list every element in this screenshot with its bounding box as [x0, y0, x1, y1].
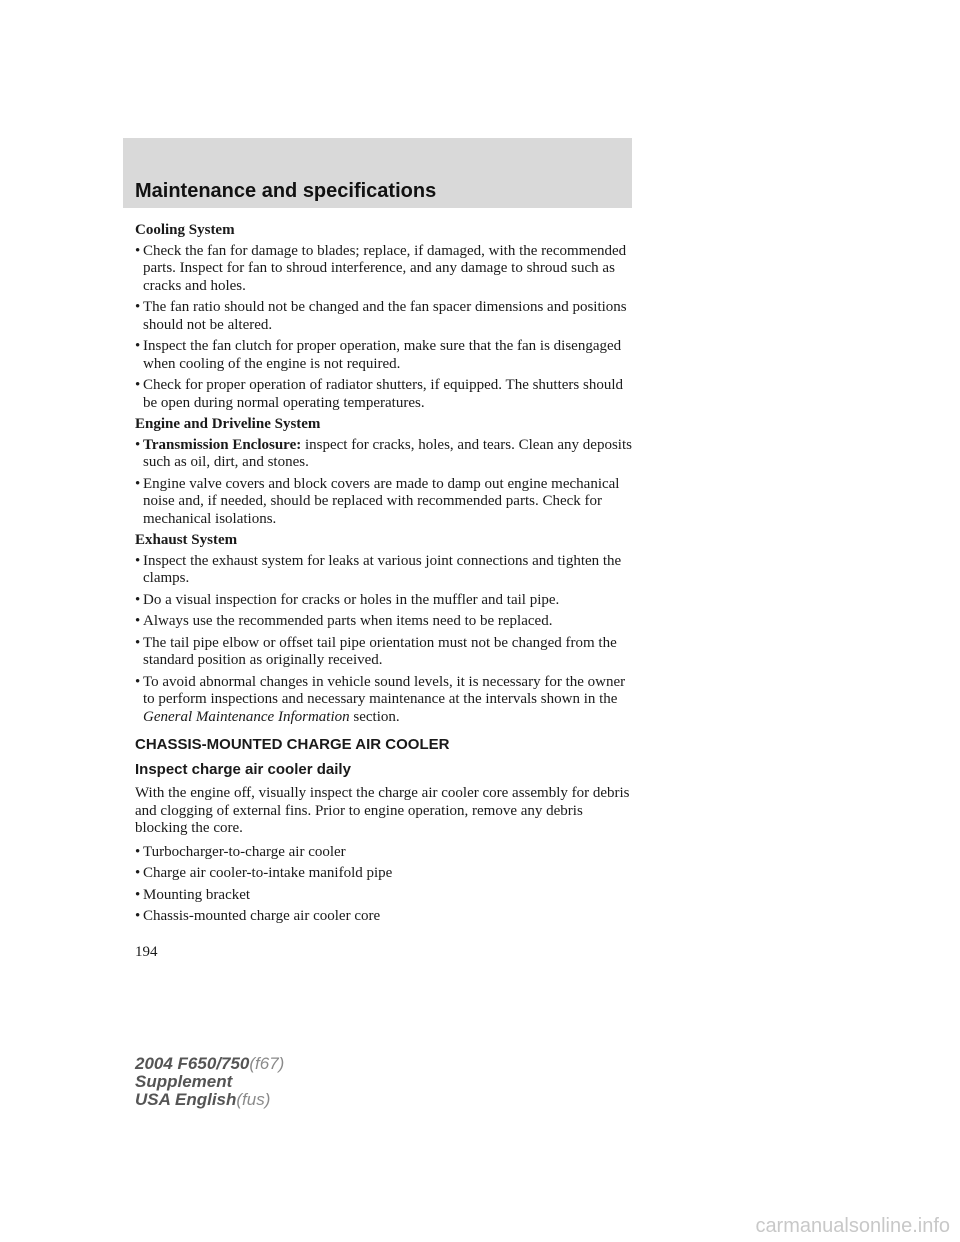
list-item: • Chassis-mounted charge air cooler core [135, 908, 635, 926]
list-item: • The tail pipe elbow or offset tail pipe orientation must not be changed from the standard position as originally received. [135, 635, 635, 670]
page-title: Maintenance and specifications [135, 180, 437, 202]
footer-language: USA English [135, 1090, 237, 1109]
footer [135, 1055, 284, 1109]
footer-model: 2004 F650/750 [135, 1054, 250, 1073]
footer-supplement: Supplement [135, 1072, 233, 1091]
list-item: • Charge air cooler-to-intake manifold pipe [135, 865, 635, 883]
paragraph: With the engine off, visually inspect the charge air cooler core assembly for debris and clogging of external fins. Prior to engine operation, remove any debris blocking the core. [135, 785, 630, 836]
page-number: 194 [135, 944, 158, 960]
bullet-text: section. [349, 708, 400, 725]
heading-engine-driveline: Engine and Driveline System [135, 416, 321, 432]
list-item: • Do a visual inspection for cracks or holes in the muffler and tail pipe. [135, 592, 635, 610]
list-item [135, 437, 635, 472]
heading-cooling-system: Cooling System [135, 222, 235, 238]
bullet-text: inspect for cracks, holes, and tears. Clean any deposits such as oil, dirt, and stones. [143, 436, 632, 470]
footer-line [135, 1055, 284, 1073]
footer-line [135, 1073, 284, 1091]
italic-reference: General Maintenance Information [143, 708, 350, 725]
list-item: • Turbocharger-to-charge air cooler [135, 844, 635, 862]
list-item: • Inspect the exhaust system for leaks at various joint connections and tighten the clamps. [135, 553, 635, 588]
list-item [135, 674, 635, 727]
watermark: carmanualsonline.info [755, 1215, 950, 1237]
list-item: • Check the fan for damage to blades; replace, if damaged, with the recommended parts. Inspect for fan to shroud interference, and any damage to shroud such as cracks and holes. [135, 243, 635, 296]
subheading-inspect-daily: Inspect charge air cooler daily [135, 760, 351, 778]
list-item: • Inspect the fan clutch for proper operation, make sure that the fan is disengaged when cooling of the engine is not required. [135, 338, 635, 373]
footer-code: (f67) [249, 1054, 285, 1073]
footer-line [135, 1091, 284, 1109]
heading-exhaust-system: Exhaust System [135, 532, 238, 548]
heading-charge-air-cooler: CHASSIS-MOUNTED CHARGE AIR COOLER [135, 736, 450, 753]
list-item: • The fan ratio should not be changed and the fan spacer dimensions and positions should not be altered. [135, 299, 635, 334]
list-item: • Check for proper operation of radiator shutters, if equipped. The shutters should be open during normal operating temperatures. [135, 377, 635, 412]
list-item: • Mounting bracket [135, 887, 635, 905]
bullet-text: To avoid abnormal changes in vehicle sound levels, it is necessary for the owner to perform inspections and necessary maintenance at the intervals shown in the [143, 673, 626, 707]
bold-term: Transmission Enclosure: [143, 436, 302, 453]
footer-language-code: (fus) [236, 1090, 271, 1109]
page-content [135, 222, 635, 930]
list-item: • Always use the recommended parts when items need to be replaced. [135, 613, 635, 631]
list-item: • Engine valve covers and block covers are made to damp out engine mechanical noise and, if needed, should be replaced with recommended parts. Check for mechanical isolations. [135, 476, 635, 529]
